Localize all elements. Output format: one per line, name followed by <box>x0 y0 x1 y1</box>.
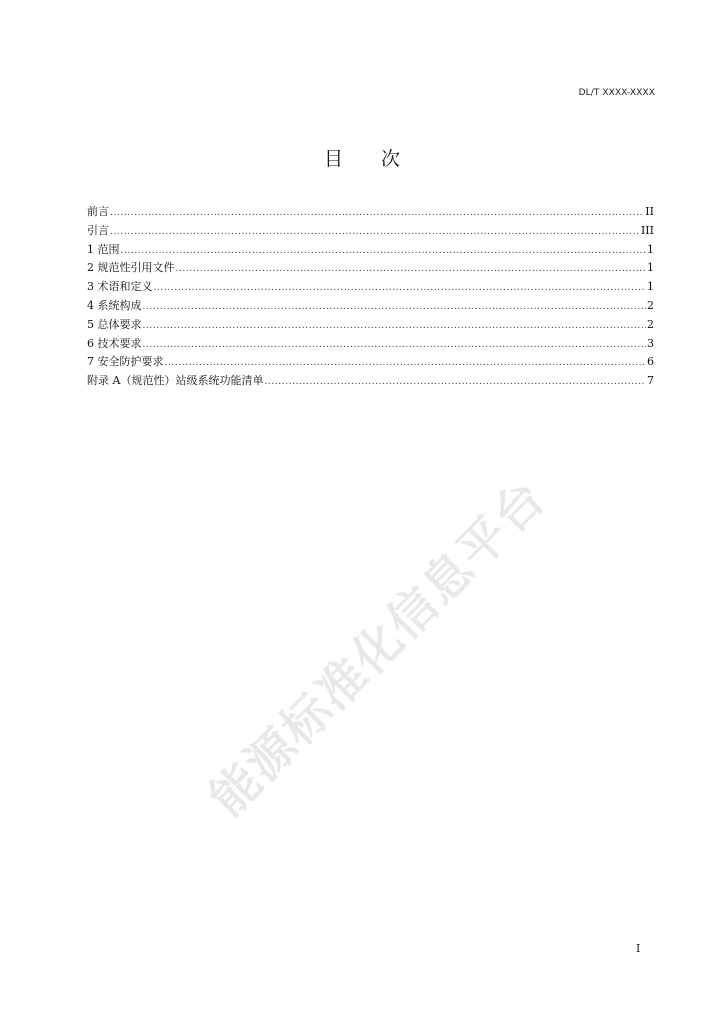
toc-entry-annex-a[interactable] <box>87 372 654 391</box>
toc-title-part1: 目 <box>323 148 343 170</box>
toc-entry-page: 1 <box>647 261 654 275</box>
toc-dot-leader <box>176 260 647 279</box>
toc-entry-label: 附录 A（规范性）站级系统功能清单 <box>87 374 264 388</box>
toc-entry-introduction[interactable] <box>87 222 654 241</box>
toc-entry-technical-requirements[interactable] <box>87 335 654 354</box>
toc-dot-leader <box>154 279 647 298</box>
toc-title-part2: 次 <box>381 148 401 170</box>
document-code: DL/T XXXX-XXXX <box>578 88 655 98</box>
toc-dot-leader <box>121 242 647 261</box>
toc-dot-leader <box>143 298 647 317</box>
table-of-contents <box>87 203 654 391</box>
watermark: 能源标准化信息平台 <box>199 469 558 828</box>
toc-entry-page: 6 <box>647 355 654 369</box>
toc-title <box>0 144 724 171</box>
toc-dot-leader <box>264 373 646 392</box>
toc-entry-label: 1 范围 <box>87 242 120 256</box>
toc-entry-page: III <box>640 223 654 237</box>
toc-dot-leader <box>110 204 644 223</box>
toc-entry-page: 1 <box>647 242 654 256</box>
toc-entry-page: 1 <box>647 280 654 294</box>
toc-dot-leader <box>143 317 647 336</box>
toc-dot-leader <box>110 223 640 242</box>
toc-entry-label: 5 总体要求 <box>87 317 142 331</box>
toc-entry-scope[interactable] <box>87 241 654 260</box>
toc-entry-terms-definitions[interactable] <box>87 278 654 297</box>
toc-entry-system-composition[interactable] <box>87 297 654 316</box>
toc-entry-label: 2 规范性引用文件 <box>87 261 175 275</box>
toc-entry-page: II <box>645 205 654 218</box>
toc-entry-label: 引言 <box>87 223 109 237</box>
page-number: I <box>636 942 641 955</box>
toc-entry-page: 7 <box>647 374 654 388</box>
toc-entry-label: 3 术语和定义 <box>87 280 153 294</box>
toc-entry-page: 2 <box>647 317 654 331</box>
toc-entry-normative-references[interactable] <box>87 259 654 278</box>
toc-entry-foreword[interactable] <box>87 203 654 222</box>
toc-entry-label: 6 技术要求 <box>87 336 142 350</box>
toc-entry-page: 3 <box>647 336 654 350</box>
toc-entry-label: 前言 <box>87 205 109 218</box>
toc-entry-security-requirements[interactable] <box>87 353 654 372</box>
toc-entry-page: 2 <box>647 298 654 312</box>
toc-entry-general-requirements[interactable] <box>87 316 654 335</box>
toc-dot-leader <box>165 354 647 373</box>
toc-dot-leader <box>143 336 647 355</box>
toc-entry-label: 4 系统构成 <box>87 298 142 312</box>
toc-entry-label: 7 安全防护要求 <box>87 355 164 369</box>
